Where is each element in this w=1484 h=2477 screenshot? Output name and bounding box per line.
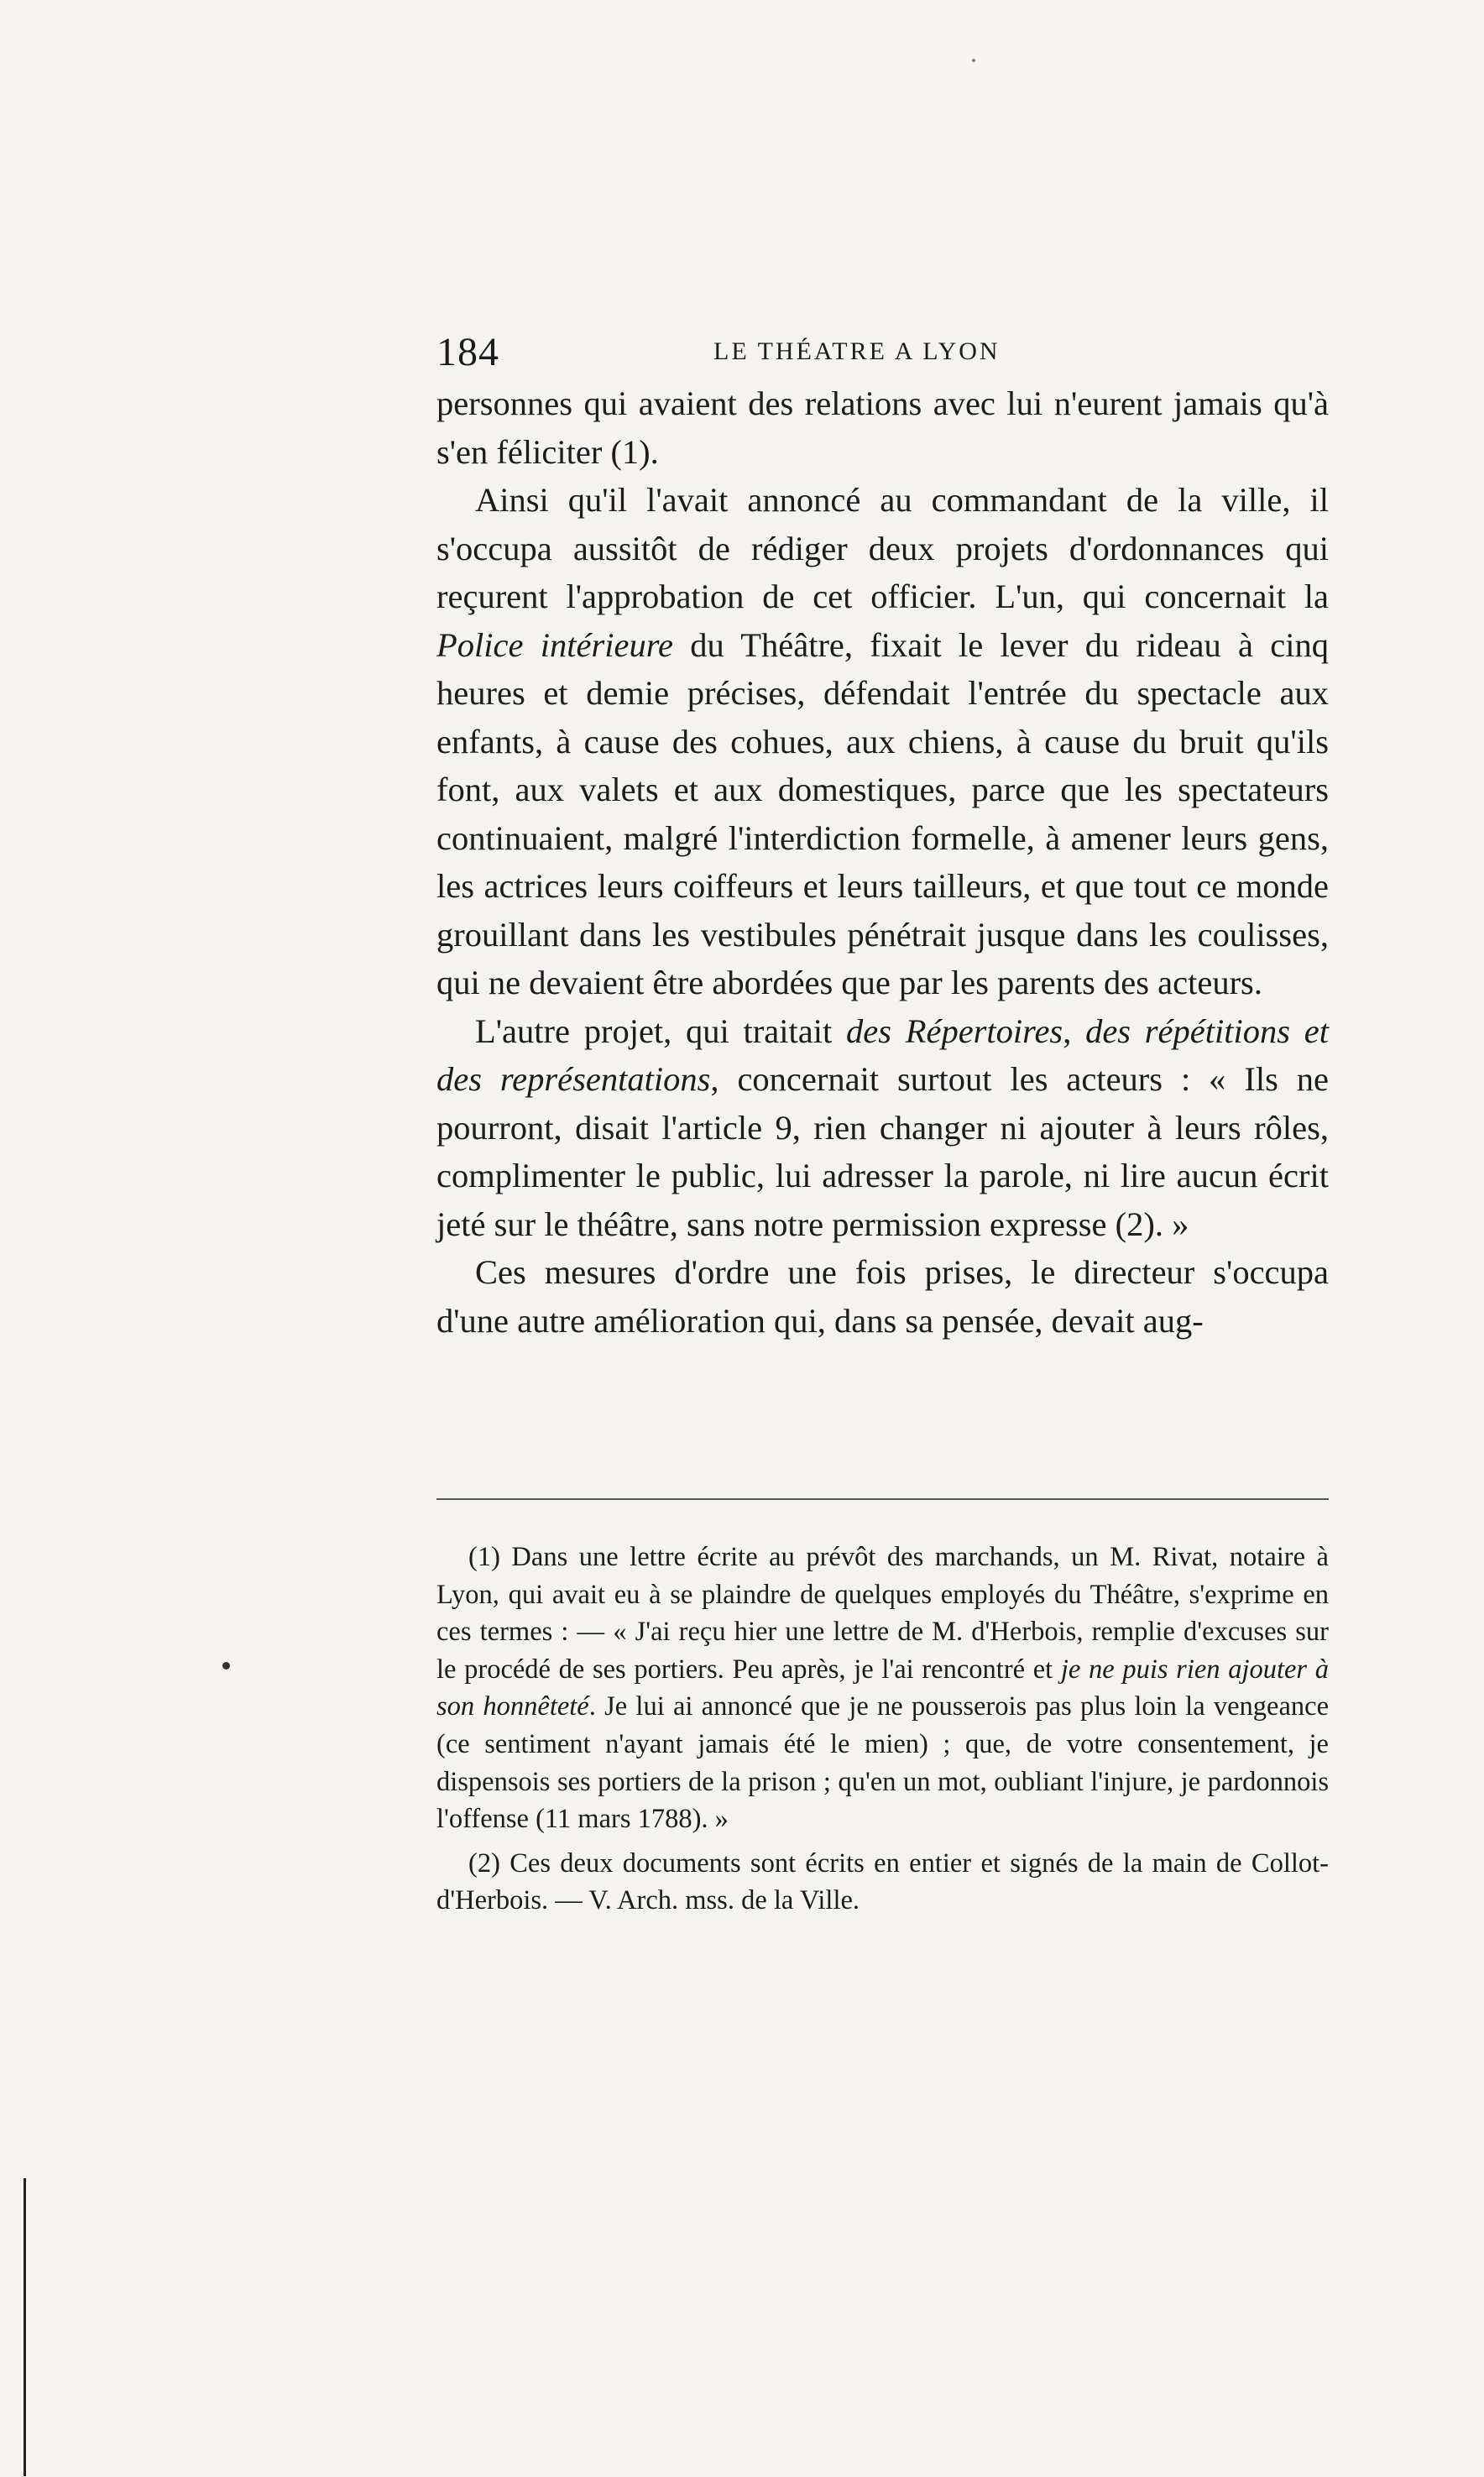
body-text [436,379,1329,1345]
footnote-2: (2) Ces deux documents sont écrits en entier et signés de la main de Collot-d'Herbois. — V. Arch. mss. de la Ville. [436,1847,1329,1916]
running-title: LE THÉATRE A LYON [713,337,1001,365]
footnotes [436,1539,1329,1926]
footnote-1: (1) Dans une lettre écrite au prévôt des marchands, un M. Rivat, notaire à Lyon, qui avait eu à se plaindre de quelques employés du Théâtre, s'exprime en ces termes : — « J'ai reçu hier une lettre de M. d'Herbois, remplie d'excuses sur le procédé de ses portiers. Peu après, je l'ai rencontré et je ne puis rien ajouter à son honnêteté. Je lui ai annoncé que je ne pousserois pas plus loin la vengeance (ce sentiment n'ayant jamais été le mien) ; que, de votre consentement, je dispensois ses portiers de la prison ; qu'en un mot, oubliant l'injure, je pardonnois l'offense (11 mars 1788). » [436,1542,1330,1835]
paragraph-1: personnes qui avaient des relations avec lui n'eurent jamais qu'à s'en féliciter (1). [436,384,1329,471]
footnote-divider [436,1498,1329,1500]
paragraph-3: L'autre projet, qui traitait des Répertoires, des répétitions et des représentations, concernait surtout les acteurs : « Ils ne pourront, disait l'article 9, rien changer ni ajouter à leurs rôles, complimenter le public, lui adresser la parole, ni lire aucun écrit jeté sur le théâtre, sans notre permission expresse (2). » [436,1011,1330,1243]
paragraph-4: Ces mesures d'ordre une fois prises, le directeur s'occupa d'une autre amélioration qui, dans sa pensée, devait aug- [436,1253,1329,1340]
page-number: 184 [436,330,499,374]
page-header [436,329,1329,376]
margin-dot [222,1662,230,1670]
footnote-italic: je ne puis rien ajouter à son honnêteté [436,1654,1329,1722]
italic-repertoires: des Répertoires [846,1011,1063,1050]
scan-speck [972,59,975,62]
italic-police-interieure: Police intérieure [436,625,673,664]
paragraph-2: Ainsi qu'il l'avait annoncé au commandant de la ville, il s'occupa aussitôt de rédiger deux projets d'ordonnances qui reçurent l'approbation de cet officier. L'un, qui concernait la Police intérieure du Théâtre, fixait le lever du rideau à cinq heures et demie précises, défendait l'entrée du spectacle aux enfants, à cause des cohues, aux chiens, à cause du bruit qu'ils font, aux valets et aux domestiques, parce que les spectateurs continuaient, malgré l'interdiction formelle, à amener leurs gens, les actrices leurs coiffeurs et leurs tailleurs, et que tout ce monde grouillant dans les vestibules pénétrait jusque dans les coulisses, qui ne devaient être abordées que par les parents des acteurs. [436,481,1329,1001]
italic-repetitions: des répétitions et des représentations [436,1011,1329,1098]
scan-edge-line [24,2178,26,2476]
